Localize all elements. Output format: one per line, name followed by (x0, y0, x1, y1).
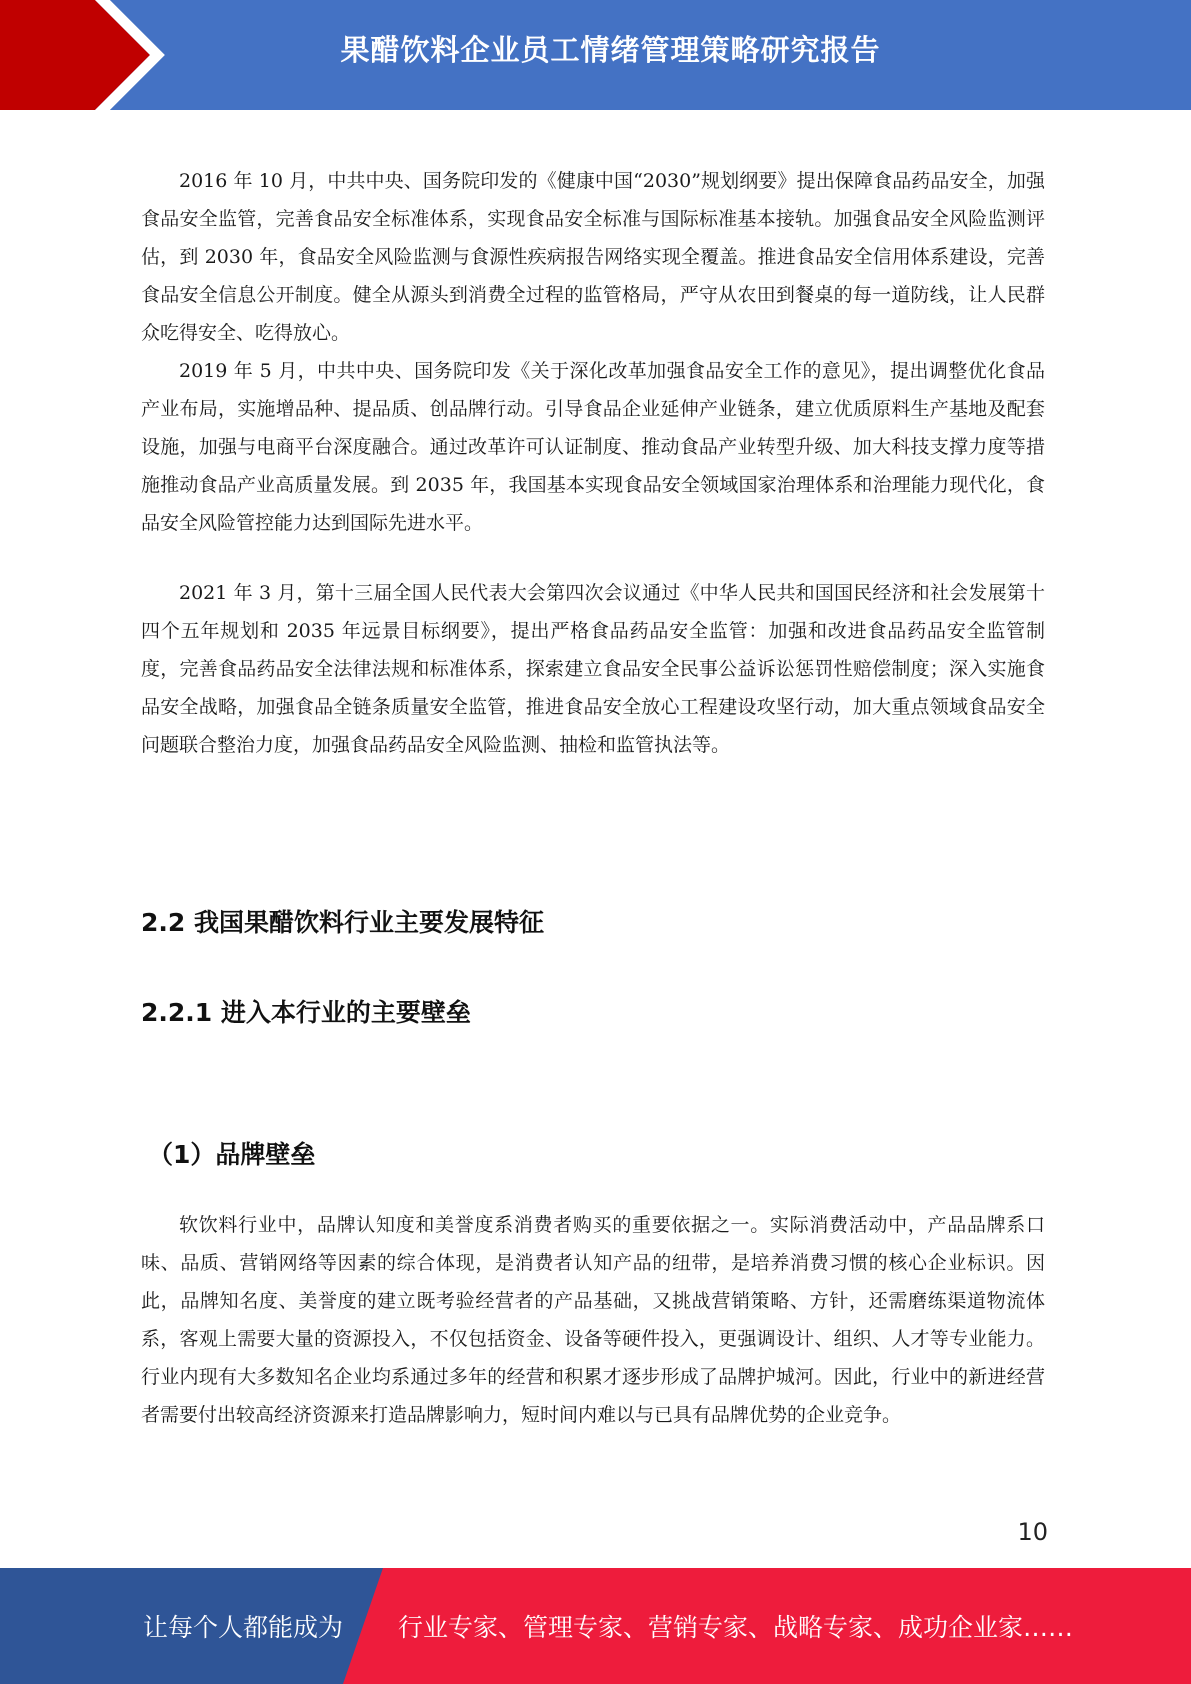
page-number: 10 (1017, 1518, 1048, 1546)
paragraph-brand-barrier: 软饮料行业中，品牌认知度和美誉度系消费者购买的重要依据之一。实际消费活动中，产品品牌系口味、品质、营销网络等因素的综合体现，是消费者认知产品的纽带，是培养消费习惯的核心企业标识。因此，品牌知名度、美誉度的建立既考验经营者的产品基础，又挑战营销策略、方针，还需磨练渠道物流体系，客观上需要大量的资源投入，不仅包括资金、设备等硬件投入，更强调设计、组织、人才等专业能力。行业内现有大多数知名企业均系通过多年的经营和积累才逐步形成了品牌护城河。因此，行业中的新进经营者需要付出较高经济资源来打造品牌影响力，短时间内难以与已具有品牌优势的企业竞争。 (141, 1214, 1045, 1426)
paragraph-2021: 2021 年 3 月，第十三届全国人民代表大会第四次会议通过《中华人民共和国国民经济和社会发展第十四个五年规划和 2035 年远景目标纲要》，提出严格食品药品安全监管：加强和改进食品药品安全监管制度，完善食品药品安全法律法规和标准体系，探索建立食品安全民事公益诉讼惩罚性赔偿制度；深入实施食品安全战略，加强食品全链条质量安全监管，推进食品安全放心工程建设攻坚行动，加大重点领域食品安全问题联合整治力度，加强食品药品安全风险监测、抽检和监管执法等。 (141, 582, 1045, 756)
subheading-brand-barrier: （1）品牌壁垒 (148, 1140, 316, 1169)
report-title: 果醋饮料企业员工情绪管理策略研究报告 (340, 33, 881, 67)
page-footer (0, 1568, 1191, 1684)
paragraph-2016: 2016 年 10 月，中共中央、国务院印发的《健康中国“2030”规划纲要》提出保障食品药品安全，加强食品安全监管，完善食品安全标准体系，实现食品安全标准与国际标准基本接轨。加强食品安全风险监测评估，到 2030 年，食品安全风险监测与食源性疾病报告网络实现全覆盖。推进食品安全信用体系建设，完善食品安全信息公开制度。健全从源头到消费全过程的监管格局，严守从农田到餐桌的每一道防线，让人民群众吃得安全、吃得放心。 (141, 170, 1045, 344)
page-header (0, 0, 1191, 110)
footer-slogan-right: 行业专家、管理专家、营销专家、战略专家、成功企业家…… (398, 1613, 1074, 1642)
section-heading-2-2: 2.2 我国果醋饮料行业主要发展特征 (141, 908, 544, 937)
section-heading-2-2-1: 2.2.1 进入本行业的主要壁垒 (141, 998, 471, 1027)
footer-slogan-left: 让每个人都能成为 (143, 1613, 344, 1642)
paragraph-2019: 2019 年 5 月，中共中央、国务院印发《关于深化改革加强食品安全工作的意见》，提出调整优化食品产业布局，实施增品种、提品质、创品牌行动。引导食品企业延伸产业链条，建立优质原料生产基地及配套设施，加强与电商平台深度融合。通过改革许可认证制度、推动食品产业转型升级、加大科技支撑力度等措施推动食品产业高质量发展。到 2035 年，我国基本实现食品安全领域国家治理体系和治理能力现代化，食品安全风险管控能力达到国际先进水平。 (141, 360, 1045, 534)
